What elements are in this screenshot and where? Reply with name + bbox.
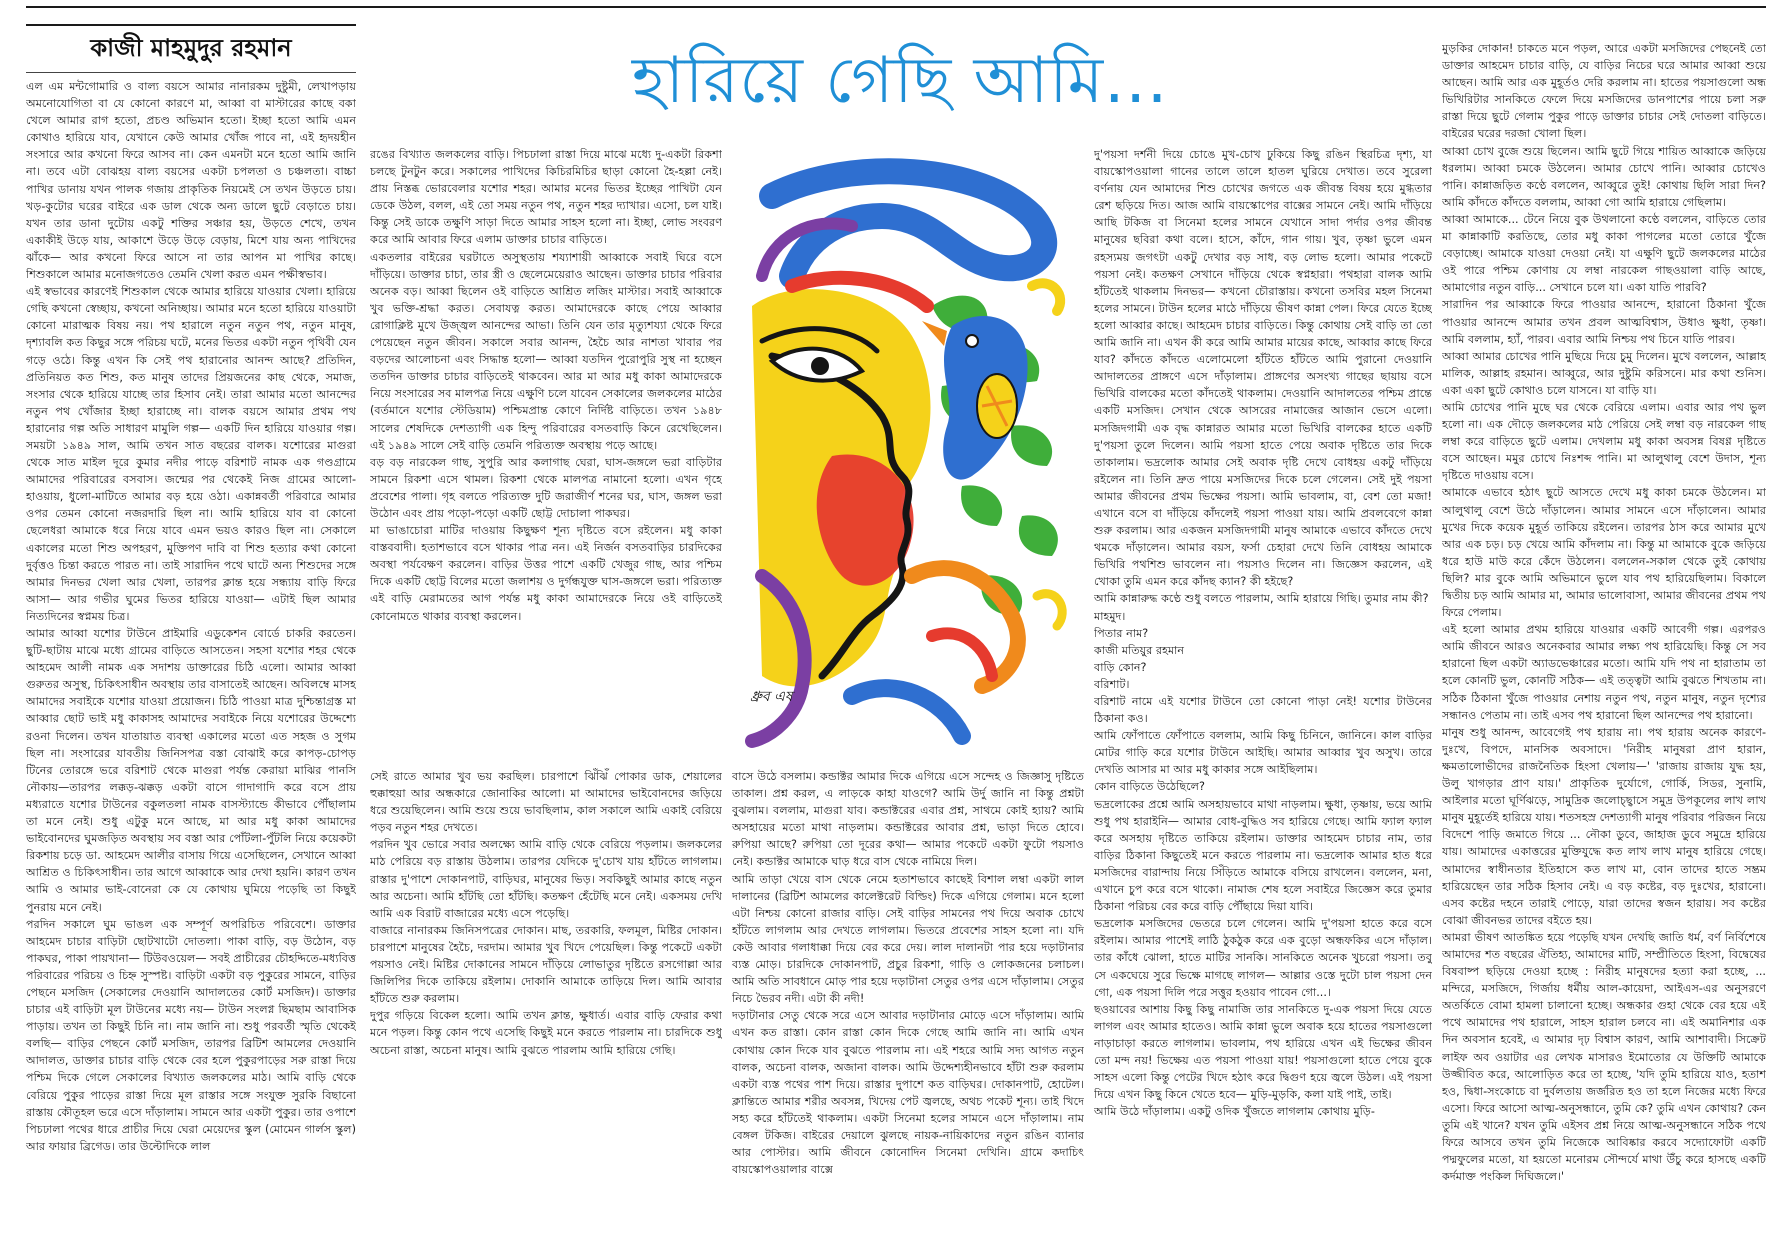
article-column-3-bottom [732,768,1084,1236]
paragraph: বাসে উঠে বসলাম। কন্ডাক্টর আমার দিকে এগিয়ে এসে সন্দেহ ও জিজ্ঞাসু দৃষ্টিতে তাকাল। প্রশ্ন করল, এ লাড়কে কাহা যাওগে? আমি উর্দু জানি না কিন্তু প্রশ্নটা বুঝলাম। বললাম, মাগুরা যাব। কন্ডাক্টরের এবার প্রশ্ন, সাথমে কোই হ্যায়? আমি অসহায়ের মতো মাথা নাড়লাম। কন্ডাক্টরের আবার প্রশ্ন, ভাড়া দিতে হোবে। রুপিয়া আছে? রুপিয়া তো দূরের কথা— আমার পকেটে একটা ফুটো পয়সাও নেই। কন্ডাক্টর আমাকে ঘাড় ধরে বাস থেকে নামিয়ে দিল। [732,770,1084,869]
paragraph: বড় বড় নারকেল গাছ, সুপুরি আর কলাগাছ ঘেরা, ঘাস-জঙ্গলে ভরা বাড়িটার সামনে রিকশা এসে থামল। রিকশা থেকে মালপত্র নামানো হলো। এখন গৃহে প্রবেশের পালা। গৃহ বলতে পরিত্যক্ত দুটি জরাজীর্ণ শনের ঘর, ঘাস, জঙ্গল ভরা উঠোন এবং প্রায় পড়ো-পড়ো একটি ছোট্ট দোচালা পাকঘর। [370,455,722,520]
paragraph: কোন বাড়িতে উঠেছিলে? [1094,780,1205,794]
byline-bottom-rule [26,72,356,73]
illustration-abstract-face [732,156,1072,756]
article-column-1 [26,78,356,1236]
paragraph: পিতার নাম? [1094,626,1149,640]
paragraph: আমি তাড়া খেয়ে বাস থেকে নেমে হতাশভাবে কাছেই বিশাল লম্বা একটা লাল দালানের (ব্রিটিশ আমলের কালেক্টরেট বিল্ডিং) দিকে এগিয়ে গেলাম। মনে হলো এটা নিশ্চয় কোনো রাজার বাড়ি। সেই বাড়ির সামনের পথ দিয়ে অবাক চোখে হাঁটতে লাগলাম আর দেখতে লাগলাম। ভিতরে প্রবেশের সাহস হলো না। যদি কেউ আবার গলাধাক্কা দিয়ে বের করে দেয়। লাল দালানটা পার হয়ে দড়াটানার ব্যস্ত মোড়। চারদিকে দোকানপাট, প্রচুর রিকশা, গাড়ি ও লোকজনের চলাচল। আমি অতি সাবধানে মোড় পার হয়ে দড়াটানা সেতুর ওপর এসে দাঁড়ালাম। সেতুর নিচে ভৈরব নদী। এটা কী নদী! [732,872,1084,1006]
paragraph: বাজারে নানারকম জিনিসপত্রের দোকান। মাছ, তরকারি, ফলমূল, মিষ্টির দোকান। চারপাশে মানুষের হৈচৈ, দরদাম। আমার খুব খিদে পেয়েছিল। কিন্তু পকেটে একটা পয়সাও নেই। মিষ্টির দোকানের সামনে দাঁড়িয়ে লোভাতুর দৃষ্টিতে রসগোল্লা আর জিলিপির দিকে তাকিয়ে রইলাম। দোকানি আমাকে তাড়িয়ে দিল। আমি আবার হাঁটতে শুরু করলাম। [370,923,722,1006]
paragraph: এই স্বভাবের কারণেই শিশুকাল থেকে আমার হারিয়ে যাওয়ার খেলা। হারিয়ে গেছি কখনো স্বেচ্ছায়, কখনো অনিচ্ছায়। আমার মনে হতো হারিয়ে যাওয়াটা কোনো মারাত্মক বিষয় নয়। পথ হারালে নতুন নতুন পথ, নতুন মানুষ, দৃশ্যাবলি কত কিছুর সঙ্গে পরিচয় ঘটে, মনের ভিতর একটা নতুন পৃথিবী যেন গড়ে ওঠে। কিন্তু এখন কি সেই পথ হারানোর আনন্দ আছে? প্রতিদিন, প্রতিনিয়ত কত শিশু, কত মানুষ তাদের প্রিয়জনের কাছ থেকে, সমাজ, সংসার থেকে হারিয়ে যাচ্ছে তার হিসাব নেই। তারা আমার মতো আনন্দের নতুন পথ খোঁজার ইচ্ছা হারাচ্ছে না। বালক বয়সে আমার প্রথম পথ হারানোর গল্প অতি সাধারণ মামুলি গল্প— একটি দিন হারিয়ে যাওয়ার গল্প। সময়টা ১৯৪৯ সাল, আমি তখন সাত বছরের বালক। যশোরের মাগুরা থেকে সাত মাইল দূরে কুমার নদীর পাড়ে বরিশাট নামক এক গণ্ডগ্রামে আমাদের পরিবারের বসবাস। জন্মের পর থেকেই নিজ গ্রামের আলো-হাওয়ায়, ধুলো-মাটিতে আমার বড় হয়ে ওঠা। একান্নবর্তী পরিবারে আমার ওপর তেমন কোনো নজরদারি ছিল না। আমি হারিয়ে যাব বা কোনো ছেলেধরা আমাকে ধরে নিয়ে যাবে এমন ভয়ও কারও ছিল না। সেকালে একালের মতো শিশু অপহরণ, মুক্তিপণ দাবি বা শিশু হত্যার কথা কোনো দুর্বৃত্তও চিন্তা করতে পারত না। তাই সারাদিন পথে ঘাটে অন্য শিশুদের সঙ্গে আমার দিনভর খেলা আর খেলা, তারপর ক্লান্ত হয়ে সন্ধ্যায় বাড়ি ফিরে আসা— আর গভীর ঘুমের ভিতর হারিয়ে যাওয়া— এটাই ছিল আমার নিত্যদিনের স্বপ্নময় চিত্র। [26,285,356,623]
paragraph: বরিশাট নামে এই যশোর টাউনে তো কোনো পাড়া নেই! যশোর টাউনের ঠিকানা কও। [1094,695,1432,726]
paragraph: এল এম মন্টগোমারি ও বাল্য বয়সে আমার নানারকম দুষ্টুমী, লেখাপড়ায় অমনোযোগিতা বা যে কোনো কারণে মা, আব্বা বা মাস্টারের কাছে বকা খেলে আমার রাগ হতো, প্রচণ্ড অভিমান হতো। ইচ্ছা হতো আমি এমন কোথাও হারিয়ে যাব, যেখানে কেউ আমার খোঁজ পাবে না, এই হৃদয়হীন সংসারে আর কখনো ফিরে আসব না। কেন এমনটা মনে হতো আমি জানি না। তবে এটা বোঝহয় বাল্য বয়সের একটা চপলতা ও চঞ্চলতা। বাচ্চা পাখির ডানায় যখন পালক গজায় প্রাকৃতিক নিয়মেই সে তখন উড়তে চায়। খড়-কুটোর ঘরের বাইরে এক ডাল থেকে অন্য ডালে ছুটে বেড়াতে চায়। যখন তার ডানা দুটোয় একটু শক্তির সঞ্চার হয়, উড়তে শেখে, তখন একাকীই উড়ে যায়, আকাশে উড়ে উড়ে বেড়ায়, মিশে যায় অন্য পাখিদের ঝাঁকে— আর কখনো ফিরে আসে না তার আপন মা পাখির কাছে। শিশুকালে আমার মনোজগতেও তেমনি খেলা করত এমন পক্ষীস্বভাব। [26,80,356,282]
paragraph: পরদিন খুব ভোরে সবার অলক্ষ্যে আমি বাড়ি থেকে বেরিয়ে পড়লাম। জলকলের মাঠ পেরিয়ে বড় রাস্তায় উঠলাম। তারপর যেদিকে দু'চোখ যায় হাঁটতে লাগলাম। রাস্তার দু'পাশে দোকানপাট, বাড়িঘর, মানুষের ভিড়। সবকিছুই আমার কাছে নতুন আর অচেনা। আমি হাঁটছি তো হাঁটছি। কতক্ষণ হেঁটেছি মনে নেই। একসময় দেখি আমি এক বিরাট বাজারের মধ্যে এসে পড়েছি। [370,838,722,920]
artist-signature: ধ্রুব এষ [750,689,793,705]
paragraph: আমার আব্বা যশোর টাউনে প্রাইমারি এডুকেশন বোর্ডে চাকরি করতেন। ছুটি-ছাটায় মাঝে মধ্যে গ্রামের বাড়িতে আসতেন। সহসা যশোর শহর থেকে আহমেদ আলী নামক এক সদাশয় ডাক্তারের চিঠি এলো। আমার আব্বা গুরুতর অসুস্থ, চিকিৎসাধীন অবস্থায় তার বাসাতেই আছেন। অবিলম্বে মাসহ আমাদের সবাইকে যশোর যাওয়া প্রয়োজন। চিঠি পাওয়া মাত্র দুশ্চিন্তাগ্রস্ত মা আব্বার ছোট ভাই মধু কাকাসহ আমাদের সবাইকে নিয়ে যশোরের উদ্দেশ্যে রওনা দিলেন। তখন যাতায়াত ব্যবস্থা একালের মতো এত সহজ ও সুগম ছিল না। সংসারের যাবতীয় জিনিসপত্র বস্তা বোঝাই করে কাপড়-চোপড় টিনের তোরঙ্গে ভরে বরিশাট থেকে মাগুরা পর্যন্ত কেরায়া মাঝির পানসি নৌকায়—তারপর লক্কড়-ঝক্কড় একটা বাসে গাদাগাদি করে বসে প্রায় মধ্যরাতে যশোর টাউনের বকুলতলা নামক বাসস্ট্যান্ডে কীভাবে পৌঁছালাম তা মনে নেই। শুধু এটুকু মনে আছে, মা আর মধু কাকা আমাদের ভাইবোনদের ঘুমজড়িত অবস্থায় সব বস্তা আর পোঁটলা-পুঁটলি নিয়ে কয়েকটা রিকশায় চড়ে ডা. আহমেদ আলীর বাসায় গিয়ে এসেছিলেন, সেখানে আব্বা আশ্রিত ও চিকিৎসাধীন। তার আগে আব্বাকে আর দেখা হয়নি। কারণ তখন আমি ও আমার ভাই-বোনেরা কে যে কোথায় ঘুমিয়ে পড়েছি তা কিছুই পুনরায় মনে নেই। [26,627,356,914]
paragraph: দু'পয়সা দর্শনী দিয়ে চোঙে মুখ-চোখ ঢুকিয়ে কিছু রঙিন স্থিরচিত্র দৃশ্য, যা বায়স্কোপওয়ালা গানের তালে তালে হাতল ঘুরিয়ে দেখাত। তবে সুরেলা বর্ণনায় যেন আমাদের শিশু চোখের জগতে এক জীবন্ত বিষয় হয়ে মুগ্ধতার রেশ ছড়িয়ে দিত। আজ আমি বায়স্কোপের বাক্সের সামনে নেই। আমি দাঁড়িয়ে আছি টকিজ বা সিনেমা হলের সামনে যেখানে সাদা পর্দার ওপর জীবন্ত মানুষের ছবিরা কথা বলে। হাসে, কাঁদে, গান গায়। খুব, তৃষ্ণা ভুলে এমন রহস্যময় জগৎটা একটু দেখার বড় সাধ, বড় লোভ হলো। আমার পকেটে পয়সা নেই। কতক্ষণ সেখানে দাঁড়িয়ে থেকে স্বপ্নহারা। পথহারা বালক আমি হাঁটতেই থাকলাম দিনভর— কখনো চৌরাস্তায়। কখনো তসবির মহল সিনেমা হলের সামনে। টাউন হলের মাঠে দাঁড়িয়ে ভীষণ কান্না পেল। ফিরে যেতে ইচ্ছে হলো আব্বার কাছে। আহমেদ চাচার বাড়িতে। কিন্তু কোথায় সেই বাড়ি তা তো আমি জানি না। এখন কী করে আমি আমার মায়ের কাছে, আব্বার কাছে ফিরে যাব? কাঁদতে কাঁদতে এলোমেলো হাঁটতে হাঁটতে আমি পুরানো দেওয়ানি আদালতের প্রাঙ্গণে এসে দাঁড়ালাম। প্রাঙ্গণের অসংখ্য গাছের ছায়ায় বসে ভিখিরি বালকের মতো কাঁদতেই থাকলাম। দেওয়ানি আদালতের পশ্চিম প্রান্তে একটি মসজিদ। সেখান থেকে আসরের নামাজের আজান ভেসে এলো। মসজিদগামী এক বৃদ্ধ কান্নারত আমার মতো ভিখিরি বালকের হাতে একটি দু'পয়সা তুলে দিলেন। আমি পয়সা হাতে পেয়ে অবাক দৃষ্টিতে তার দিকে তাকালাম। ভদ্রলোক আমার সেই অবাক দৃষ্টি দেখে বোধহয় একটু দাঁড়িয়ে রইলেন না। তিনি দ্রুত পায়ে মসজিদের দিকে চলে গেলেন। সেই দুই পয়সা আমার জীবনের প্রথম ভিক্ষের পয়সা। আমি ভাবলাম, বা, বেশ তো মজা! এখানে বসে বা দাঁড়িয়ে কাঁদলেই পয়সা পাওয়া যায়। আমি প্রবলবেগে কান্না শুরু করলাম। আর একজন মসজিদগামী মানুষ আমাকে এভাবে কাঁদতে দেখে থমকে দাঁড়ালেন। আমার বয়স, ফর্সা চেহারা দেখে তিনি বোধহয় আমাকে ভিখিরি পথশিশু ভাবলেন না। পয়সাও দিলেন না। জিজ্ঞেস করলেন, এই খোকা তুমি এমন করে কাঁদছ ক্যান? কী হইছে? [1094,148,1432,589]
paragraph: ভদ্রলোক মসজিদের ভেতরে চলে গেলেন। আমি দু'পয়সা হাতে করে বসে রইলাম। আমার পাশেই লাঠি ঠুকঠুক করে এক বুড়ো অন্ধফকির এসে দাঁড়াল। তার কাঁধে ঝোলা, হাতে মাটির সানকি। সানকিতে অনেক খুচরো পয়সা। তবু সে একঘেয়ে সুরে ভিক্ষে মাগছে লাগল— আল্লার ওস্তে দুটো চাল পয়সা দেন গো, এক পয়সা দিলি পরে সত্তুর হওয়াব পাবেন গো...। [1094,917,1432,999]
article-column-2-bottom [370,768,722,1236]
paragraph: কাজী মতিয়ুর রহমান [1094,643,1185,657]
paragraph: বাড়ি কোন? [1094,660,1147,674]
paragraph: আমাকে এভাবে হঠাৎ ছুটে আসতে দেখে মধু কাকা চমকে উঠলেন। মা আলুথালু বেশে উঠে দাঁড়ালেন। আমার সামনে এসে দাঁড়ালেন। আমার মুখের দিকে কয়েক মুহূর্ত তাকিয়ে রইলেন। তারপর ঠাস করে আমার মুখে আর এক চড়। চড় খেয়ে আমি কাঁদলাম না। কিন্তু মা আমাকে বুকে জড়িয়ে ধরে হাউ মাউ করে কেঁদে উঠলেন। বললেন-সকাল থেকে তুই কোথায় ছিলি? মার বুকে আমি অভিমানে ভুলে যাব পথ হারিয়েছিলাম। বিকালে দ্বিতীয় চড় আমি আমার মা, আমার ভালোবাসা, আমার জীবনের প্রথম পথ ফিরে পেলাম। [1442,486,1766,620]
paragraph: মুড়কির দোকান! চাকতে মনে পড়ল, আরে একটা মসজিদের পেছনেই তো ডাক্তার আহমেদ চাচার বাড়ি, যে বাড়ির নিচের ঘরে আমার আব্বা শুয়ে আছেন। আমি আর এক মুহূর্তও দেরি করলাম না। হাতের পয়সাগুলো অন্ধ ভিখিরিটার সানকিতে ফেলে দিয়ে মসজিদের ডানপাশের পায়ে চলা সরু রাস্তা দিয়ে ছুটে গেলাম পুকুর পাড়ে ডাক্তার চাচার সেই দোতলা বাড়িতে। বাইরের ঘরের দরজা খোলা ছিল। [1442,42,1766,141]
paragraph: আমরা ভীষণ আতঙ্কিত হয়ে পড়েছি যখন দেখছি জাতি ধর্ম, বর্ণ নির্বিশেষে আমাদের শত বছরের ঐতিহ্য, আমাদের মাটি, সম্প্রীতিতে হিংসা, বিদ্বেষের বিষবাষ্প ছড়িয়ে দেওয়া হচ্ছে : নিরীহ মানুষদের হত্যা করা হচ্ছে, ... মন্দিরে, মসজিদে, গির্জায় ধর্মীয় আল-কায়েদা, আইএস-এর অনুসরণে অতর্কিতে বোমা হামলা চালানো হচ্ছে। অন্ধকার গুহা থেকে বের হয়ে এই পথে আমাদের পথ হারালে, সাহস হারাল চলবে না। এই অমানিশার এক দিন অবসান হবেই, এ আমার দৃঢ় বিশ্বাস কারণ, আমি আশাবাদী। সিক্রেট লাইফ অব ওয়াটার এর লেখক মাসারও ইমোতোর যে উক্তিটি আমাকে উজ্জীবিত করে, আলোড়িত করে তা হচ্ছে, 'যদি তুমি হারিয়ে যাও, হতাশ হও, দ্বিধা-সংকোচে বা দুর্বলতায় জর্জরিত হও তা হলে নিজের মধ্যে ফিরে এসো। ফিরে আসো আত্ম-অনুসন্ধানে, তুমি কে? তুমি এখন কোথায়? কেন তুমি এই খানে? যখন তুমি এইসব প্রশ্ন নিয়ে আত্ম-অনুসন্ধানে সঠিক পথে ফিরে আসবে তখন তুমি নিজেকে আবিষ্কার করবে সদ্যোফোটা একটি পদ্মফুলের মতো, যা হয়তো মনোরম সৌন্দর্যে মাথা উঁচু করে হাসছে একটি কর্দমাক্ত পংকিল দিঘিজলে।' [1442,930,1766,1184]
paragraph: আমি উঠে দাঁড়ালাম। একটু ওদিক খুঁজতে লাগলাম কোথায় মুড়ি- [1094,1105,1375,1119]
paragraph: এই হলো আমার প্রথম হারিয়ে যাওয়ার একটি আবেগী গল্প। এরপরও আমি জীবনে আরও অনেকবার আমার লক্ষ্য পথ হারিয়েছি। কিন্তু সে সব হারানো ছিল একটা অ্যাডভেঞ্চারের মতো। আমি যদি পথ না হারাতাম তা হলে কোনটি ভুল, কোনটি সঠিক— এই তত্ত্বটা আমি বুঝতে শিখতাম না। সঠিক ঠিকানা খুঁজে পাওয়ার নেশায় নতুন পথ, নতুন মানুষ, নতুন দৃশ্যের সন্ধানও পেতাম না। তাই এসব পথ হারানো ছিল আনন্দের পথ হারানো। [1442,623,1766,722]
paragraph: মা ভাঙাচোরা মাটির দাওয়ায় কিছুক্ষণ শূন্য দৃষ্টিতে বসে রইলেন। মধু কাকা বাস্তববাদী। হতাশভাবে বসে থাকার পাত্র নন। এই নির্জন বসতবাড়ির চারদিকের অবস্থা পর্যবেক্ষণ করলেন। বাড়ির উত্তর পাশে একটি খেজুর গাছ, আর পশ্চিম দিকে একটি ছোট্ট বিলের মতো জলাশয় ও দুর্গন্ধযুক্ত ঘাস-জঙ্গলে ভরা। পরিত্যক্ত এই বাড়ি মেরামতের আগ পর্যন্ত মধু কাকা আমাদেরকে নিয়ে ওই বাড়িতেই কোনোমতে থাকার ব্যবস্থা করলেন। [370,524,722,623]
article-headline: হারিয়ে গেছি আমি... [631,44,1169,118]
byline-top-rule [26,24,356,26]
paragraph: দুপুর গড়িয়ে বিকেল হলো। আমি তখন ক্লান্ত, ক্ষুধার্ত। এবার বাড়ি ফেরার কথা মনে পড়ল। কিন্তু কোন পথে এসেছি কিছুই মনে করতে পারলাম না। চারদিকে শুধু অচেনা রাস্তা, অচেনা মানুষ। আমি বুঝতে পারলাম আমি হারিয়ে গেছি। [370,1009,722,1057]
paragraph: একতলার বাইরের ঘরটাতে অসুস্থতায় শয্যাশায়ী আব্বাকে সবাই ঘিরে বসে দাঁড়িয়ে। ডাক্তার চাচা, তার স্ত্রী ও ছেলেমেয়েরাও আছেন। ডাক্তার চাচার পরিবার অনেক বড়। আব্বা ছিলেন ওই বাড়িতে আশ্রিত লজিং মাস্টার। সবাই আব্বাকে খুব ভক্তি-শ্রদ্ধা করত। সেবাযত্ন করত। আমাদেরকে কাছে পেয়ে আব্বার রোগাক্লিষ্ট মুখে উজ্জ্বল আনন্দের আভা। তিনি যেন তার মৃত্যুশয্যা থেকে ফিরে পেয়েছেন নতুন জীবন। সকালে সবার আনন্দ, হৈচৈ আর নাশতা খাবার পর বড়দের আলোচনা এবং সিদ্ধান্ত হলো— আব্বা যতদিন পুরোপুরি সুস্থ না হচ্ছেন ততদিন ডাক্তার চাচার বাড়িতেই থাকবেন। আর মা আর মধু কাকা আমাদেরকে নিয়ে সংসারের সব মালপত্র নিয়ে এক্ষুণি চলে যাবেন সেকালের জলকলের মাঠের (বর্তমানে যশোর স্টেডিয়াম) পশ্চিমপ্রান্ত কোণে নির্দিষ্ট বাড়িতে। তখন ১৯৪৮ সালের শেষদিকে দেশত্যাগী এক হিন্দু পরিবারের বসতবাড়ি কিনে রেখেছিলেন। এই ১৯৪৯ সালে সেই বাড়ি তেমনি পরিত্যক্ত অবস্থায় পড়ে আছে। [370,250,722,452]
paragraph: আব্বা চোখ বুজে শুয়ে ছিলেন। আমি ছুটে গিয়ে শায়িত আব্বাকে জড়িয়ে ধরলাম। আব্বা চমকে উঠলেন। আমার চোখে পানি। আব্বার চোখেও পানি। কান্নাজড়িত কণ্ঠে বললেন, আব্বুরে তুই! কোথায় ছিলি সারা দিন? আমি কাঁদতে কাঁদতে বললাম, আব্বা গো আমি হারায়ে গেছিলাম। [1442,144,1766,209]
article-column-5 [1442,40,1766,1236]
paragraph: মাহমুদ। [1094,609,1126,623]
paragraph: ছওয়াবের আশায় কিছু কিছু নামাজি তার সানকিতে দু-এক পয়সা দিয়ে যেতে লাগল এবং আমার হাতেও। আমি কান্না ভুলে অবাক হয়ে হাতের পয়সাগুলো নাড়াচাড়া করতে লাগলাম। ভাবলাম, পথ হারিয়ে এখন এই ভিক্ষের জীবন তো মন্দ নয়! ভিক্ষেয় এত পয়সা পাওয়া যায়! পয়সাগুলো হাতে পেয়ে বুকে সাহস এলো কিন্তু পেটের খিদে হঠাৎ করে দ্বিগুণ হয়ে জ্বলে উঠল। এই পয়সা দিয়ে এখন কিছু কিনে খেতে হবে— মুড়ি-মুড়কি, কলা যাই পাই, তাই। [1094,1002,1432,1102]
paragraph: বরিশাট। [1094,677,1130,691]
top-rule [26,6,1766,8]
paragraph: আমি চোখের পানি মুছে ঘর থেকে বেরিয়ে এলাম। এবার আর পথ ভুল হলো না। এক দৌড়ে জলকলের মাঠ পেরিয়ে সেই লম্বা বড় নারকেল গাছ লম্বা করে বাড়িতে ছুটে এলাম। দেখলাম মধু কাকা অবসন্ন বিষণ্ণ দৃষ্টিতে বসে আছেন। মমুর চোখে নিঃশব্দ পানি। মা আলুথালু বেশে উদাস, শূন্য দৃষ্টিতে দাওয়ায় বসে। [1442,400,1766,483]
paragraph: মানুষ শুধু আনন্দ, আবেগেই পথ হারায় না। পথ হারায় অনেক কারণে-দুঃখে, বিপদে, মানসিক অবসাদে। 'নিরীহ মানুষরা প্রাণ হারান, ক্ষমতালোভীদের রাজনৈতিক হিংসা খেলায়—' 'রাজায় রাজায় যুদ্ধ হয়, উলু খাগড়ার প্রাণ যায়।' প্রাকৃতিক দুর্যোগে, গোর্কি, সিডর, সুনামি, আইলার মতো ঘূর্ণিঝড়ে, সামুদ্রিক জলোচ্ছ্বাসে সমুদ্র উপকূলের লাখ লাখ মানুষ মুহূর্তেই হারিয়ে যায়। শতসহস্র দেশত্যাগী মানুষ পরিবার পরিজন নিয়ে বিদেশে পাড়ি জমাতে গিয়ে ... নৌকা ডুবে, জাহাজ ডুবে সমুদ্রে হারিয়ে যায়। আমাদের একাত্তরের মুক্তিযুদ্ধে কত লাখ লাখ মানুষ হারিয়ে গেছে। আমাদের স্বাধীনতার ইতিহাসে কত লাখ মা, বোন তাদের হাতে সম্ভ্রম হারিয়েছেন তার সঠিক হিসাব নেই। এ বড় কষ্টের, বড় দুঃখের, হারানো। এসব কষ্টের দহনে তারাই পোড়ে, যারা তাদের স্বজন হারায়। সব কষ্টের বোঝা জীবনভর তাদের বইতে হয়। [1442,725,1766,927]
paragraph: আমি ফোঁপাতে ফোঁপাতে বললাম, আমি কিছু চিনিনে, জানিনে। কাল বাড়ির মোটর গাড়ি করে যশোর টাউনে আইছি। আমার আব্বার খুব অসুখ। তারে দেখতি আসার মা আর মধু কাকার সঙ্গে আইছিলাম। [1094,729,1432,777]
paragraph: আব্বা আমাকে... টেনে নিয়ে বুক উথলানো কণ্ঠে বললেন, বাড়িতে তোর মা কান্নাকাটি করতিছে, তোর মধু কাকা পাগলের মতো তোরে খুঁজে বেড়াচ্ছে। আমাকে যাওয়া দেওয়া নেই। যা এক্ষুণি ছুটে জলকলের মাঠের ওই পারে পশ্চিম কোণায় যে লম্বা নারকেল গাছওয়ালা বাড়ি আছে, আমাগোর নতুন বাড়ি... সেখানে চলে যা। একা যাতি পারবি? [1442,212,1766,295]
paragraph: রঙের বিখ্যাত জলকলের বাড়ি। পিচঢালা রাস্তা দিয়ে মাঝে মধ্যে দু-একটা রিকশা চলছে টুনটুন করে। সকালের পাখিদের কিচিরমিচির ছাড়া কোনো হৈ-হল্লা নেই। প্রায় নিস্তব্ধ ভোরবেলার যশোর শহর। আমার মনের ভিতর ইচ্ছের পাখিটা যেন ডেকে উঠল, বলল, এই তো সময় নতুন পথ, নতুন শহর দ্যাখার। এসো, চল যাই। কিন্তু সেই ডাকে তক্ষুণি সাড়া দিতে আমার সাহস হলো না। ইচ্ছা, লোভ সংবরণ করে আমি আবার ফিরে এলাম ডাক্তার চাচার বাড়িতে। [370,148,722,247]
paragraph: ভদ্রলোকের প্রশ্নে আমি অসহায়ভাবে মাথা নাড়লাম। ক্ষুধা, তৃষ্ণায়, ভয়ে আমি শুধু পথ হারাইনি— আমার বোধ-বুদ্ধিও সব হারিয়ে গেছে। আমি ফ্যাল ফ্যাল করে অসহায় দৃষ্টিতে তাকিয়ে রইলাম। ডাক্তার আহমেদ চাচার নাম, তার বাড়ির ঠিকানা কিছুতেই মনে করতে পারলাম না। ভদ্রলোক আমার হাত ধরে মসজিদের বারান্দায় নিয়ে সিঁড়িতে আমাকে বসিয়ে রাখলেন। বললেন, মনা, এখানে চুপ করে বসে থাকো। নামাজ শেষ হলে সবাইরে জিজ্ঞেস করে তুমার ঠিকানা পরিচয় বের করে বাড়ি পৌঁছায়ে দিয়া যাবি। [1094,797,1432,914]
paragraph: দড়াটানার সেতু থেকে সরে এসে আবার দড়াটানার মোড়ে এসে দাঁড়ালাম। আমি এখন কত রাস্তা। কোন রাস্তা কোন দিকে গেছে আমি জানি না। আমি এখন কোথায় কোন দিকে যাব বুঝতে পারলাম না। এই শহরে আমি সদ্য আগত নতুন বালক, অচেনা বালক, অজানা বালক। আমি উদ্দেশ্যহীনভাবে হাঁটা শুরু করলাম একটা ব্যস্ত পথের পাশ দিয়ে। রাস্তার দুপাশে কত বাড়িঘর। দোকানপাট, হোটেল। ক্লান্তিতে আমার শরীর অবসন্ন, খিদেয় পেট জ্বলছে, অথচ পকেট শূন্য। তাই খিদে সহ্য করে হাঁটতেই থাকলাম। একটা সিনেমা হলের সামনে এসে দাঁড়ালাম। নাম বেঙ্গল টকিজ। বাইরের দেয়ালে ঝুলছে নায়ক-নায়িকাদের নতুন রঙিন ব্যানার আর পোস্টার। আমি জীবনে কোনোদিন সিনেমা দেখিনি। গ্রামে কদাচিৎ বায়স্কোপওয়ালার বাক্সে [732,1009,1084,1177]
paragraph: আব্বা আমার চোখের পানি মুছিয়ে দিয়ে চুমু দিলেন। মুখে বললেন, আল্লাহ মালিক, আল্লাহ রহমান। আব্বুরে, আর দুষ্টুমি করিসনে। মার কথা শুনিস। একা একা ছুটে কোথাও চলে যাসনে। যা বাড়ি যা। [1442,349,1766,397]
article-column-2-top [370,146,722,768]
paragraph: আমি কান্নারুদ্ধ কণ্ঠে শুধু বলতে পারলাম, আমি হারায়ে গিছি। তুমার নাম কী? [1094,592,1429,606]
paragraph: সেই রাতে আমার খুব ভয় করছিল। চারপাশে ঝিঁঝিঁ পোকার ডাক, শেয়ালের হুক্কাহুয়া আর অন্ধকারে জোনাকির আলো। মা আমাদের ভাইবোনদের জড়িয়ে ধরে শুয়েছিলেন। আমি শুয়ে শুয়ে ভাবছিলাম, কাল সকালে আমি একাই বেরিয়ে পড়ব নতুন শহর দেখতে। [370,770,722,835]
article-column-4 [1094,146,1432,1236]
paragraph: পরদিন সকালে ঘুম ভাঙল এক সম্পূর্ণ অপরিচিত পরিবেশে। ডাক্তার আহমেদ চাচার বাড়িটা ছোটখাটো দোতলা। পাকা বাড়ি, বড় উঠোন, বড় পাকঘর, পাকা পায়খানা— টিউবওয়েল— সবই প্রাচীরের চৌহদ্দিতে-মধ্যবিত্ত পরিবারের পরিচয় ও চিহ্ন সুস্পষ্ট। বাড়িটা একটা বড় পুকুরের সামনে, বাড়ির পেছনে মসজিদ (সেকালের দেওয়ানি আদালতের কোর্ট মসজিদ)। ডাক্তার চাচার এই বাড়িটা মূল টাউনের মধ্যে নয়— টাউন সংলগ্ন ছিমছাম আবাসিক পাড়ায়। তখন তা কিছুই চিনি না। নাম জানি না। শুধু পরবর্তী স্মৃতি থেকেই বলছি— বাড়ির পেছনে কোর্ট মসজিদ, তারপর ব্রিটিশ আমলের দেওয়ানি আদালত, ডাক্তার চাচার বাড়ি থেকে বের হলে পুকুরপাড়ের সরু রাস্তা দিয়ে পশ্চিম দিকে গেলে সেকালের বিখ্যাত জলকলের মাঠ। আমি বাড়ি থেকে বেরিয়ে পুকুর পাড়ের রাস্তা দিয়ে মূল রাস্তার সঙ্গে সংযুক্ত সুরকি বিছানো রাস্তায় কৌতূহল ভরে এসে দাঁড়ালাম। সামনে আর একটা পুকুর। তার ওপাশে পিচঢালা পথের ধারে প্রাচীর দিয়ে ঘেরা মেয়েদের স্কুল (মোমেন গার্লস স্কুল) আর ফায়ার ব্রিগেড। তার উল্টোদিকে লাল [26,917,356,1153]
paragraph: সারাদিন পর আব্বাকে ফিরে পাওয়ার আনন্দে, হারানো ঠিকানা খুঁজে পাওয়ার আনন্দে আমার তখন প্রবল আত্মবিশ্বাস, উধাও ক্ষুধা, তৃষ্ণা। আমি বললাম, হ্যাঁ, পারব। এবার আমি নিশ্চয় পথ চিনে যাতি পারব। [1442,298,1766,346]
author-byline: কাজী মাহমুদুর রহমান [90,33,292,62]
